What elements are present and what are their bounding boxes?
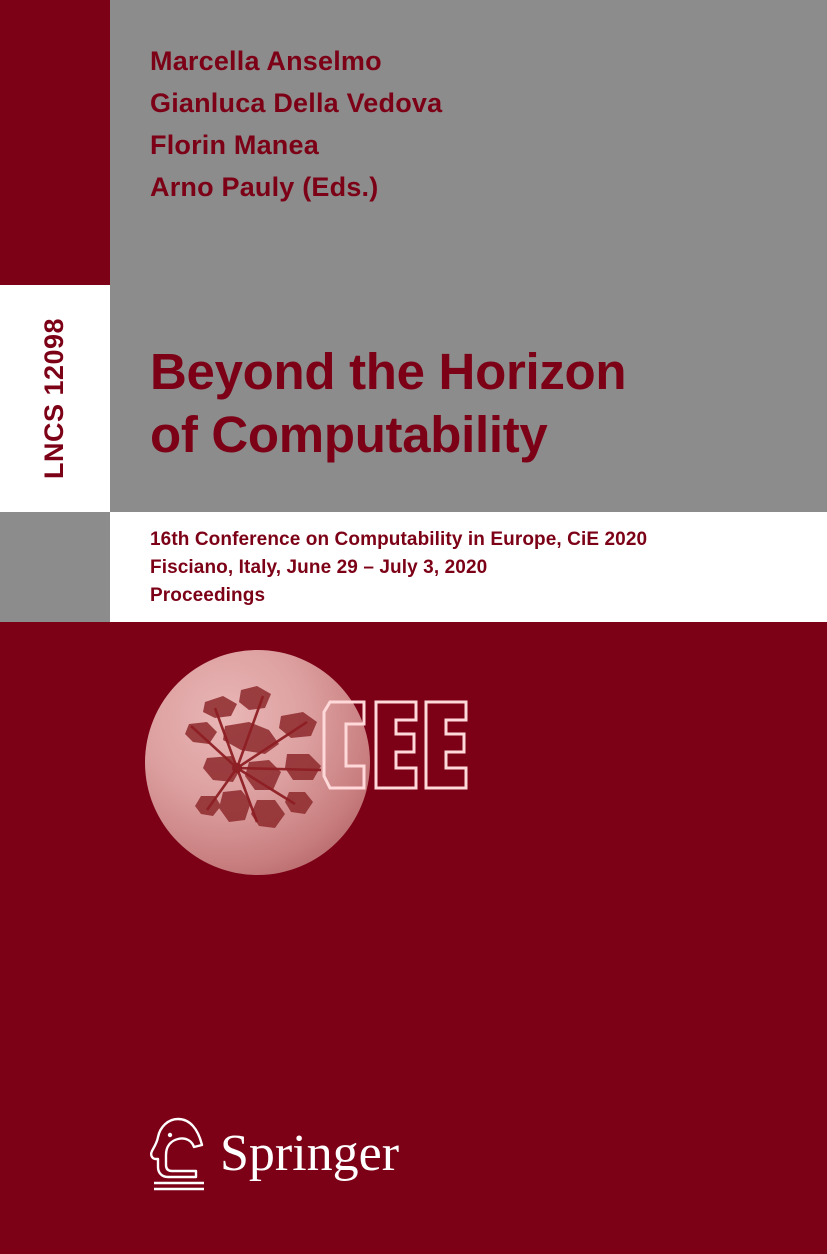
publisher-name: Springer xyxy=(220,1124,400,1182)
cie-logo-graphic xyxy=(145,650,475,900)
springer-horse-icon xyxy=(148,1115,210,1191)
cie-monogram-icon xyxy=(320,698,470,793)
series-number-label: LNCS 12098 xyxy=(39,317,70,480)
book-title-line: of Computability xyxy=(150,406,548,463)
editors-list xyxy=(150,42,770,210)
editor-name: Marcella Anselmo xyxy=(150,46,382,76)
editor-name: Arno Pauly (Eds.) xyxy=(150,172,379,202)
editor-name: Florin Manea xyxy=(150,130,319,160)
spine-band-bottom xyxy=(0,622,110,1254)
publisher-logo xyxy=(148,1108,548,1198)
spine-band-grey xyxy=(0,512,110,622)
book-title xyxy=(150,340,800,466)
spine-band-top xyxy=(0,0,110,285)
location-date-line: Fisciano, Italy, June 29 – July 3, 2020 xyxy=(150,557,488,578)
series-number xyxy=(0,285,110,512)
subtitle-band xyxy=(110,512,827,622)
book-title-line: Beyond the Horizon xyxy=(150,343,627,400)
editor-name: Gianluca Della Vedova xyxy=(150,88,443,118)
proceedings-line: Proceedings xyxy=(150,585,266,606)
conference-line: 16th Conference on Computability in Europe, CiE 2020 xyxy=(150,529,648,550)
